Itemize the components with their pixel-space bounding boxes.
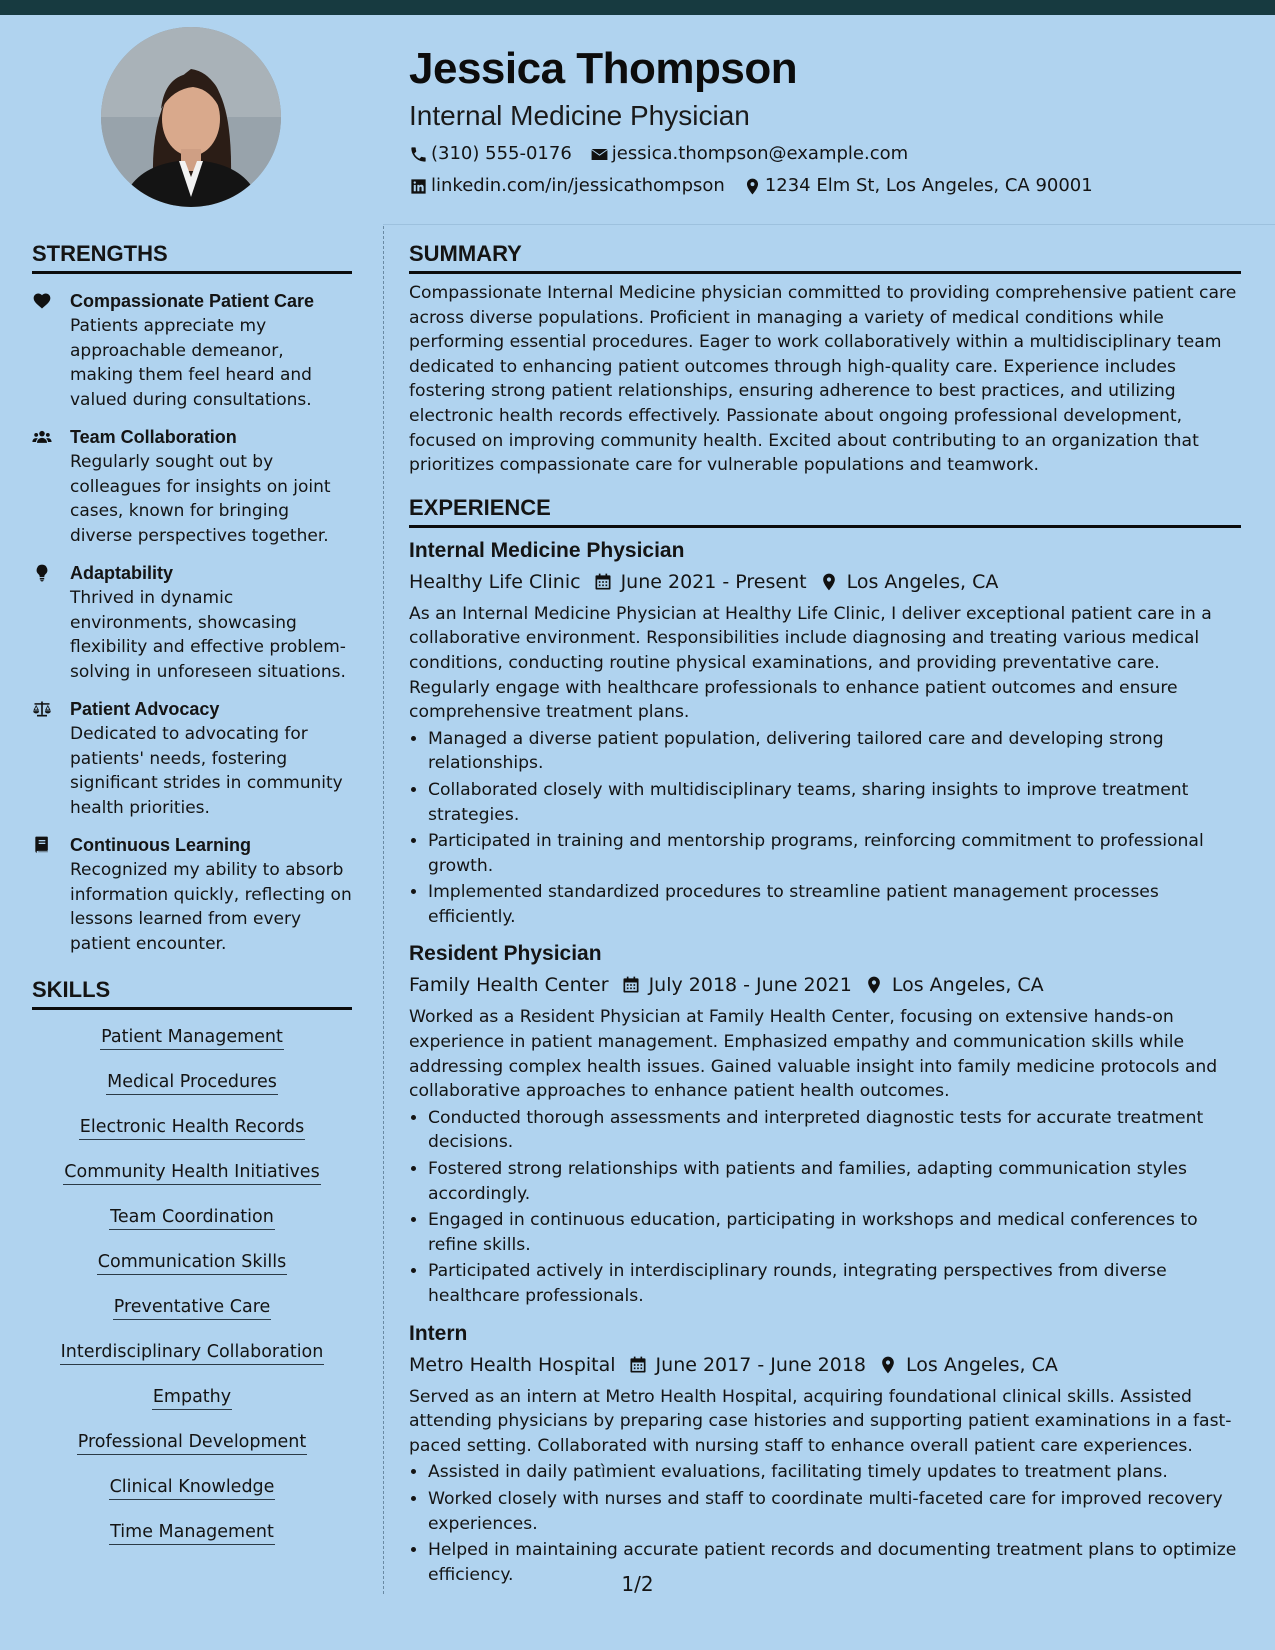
strength-item [32,288,352,412]
bullet-item: • Participated actively in interdisciplinary rounds, integrating perspectives from diverse healthcare professionals. [428,1259,1241,1308]
job-title: Resident Physician [409,942,602,966]
envelope-icon [590,145,609,164]
skill-item: Community Health Initiatives [32,1159,352,1185]
strength-title: Adaptability [70,563,174,583]
job-dates: July 2018 - June 2021 [621,969,852,1001]
strength-desc: Patients appreciate my approachable demeanor, making them feel heard and valued during consultations. [70,316,312,410]
bullet-item: • Implemented standardized procedures to streamline patient management processes efficiently. [428,880,1241,929]
job-description: Served as an intern at Metro Health Hospital, acquiring foundational clinical skills. Assisted attending physicians by preparing case histories and supporting patient examinations in a fast-paced setting. Collaborated with nursing staff to enhance overall patient care experiences. [409,1386,1232,1456]
job-description: Worked as a Resident Physician at Family Health Center, focusing on extensive hands-on experience in patient management. Emphasized empathy and communication skills while addressing complex health issues. Gained valuable insight into family medicine protocols and collaborative approaches to enhance patient health outcomes. [409,1007,1218,1102]
job-bullets [409,727,1241,930]
candidate-name: Jessica Thompson [409,44,798,93]
skills-heading: SKILLS [32,976,352,1010]
strength-title: Team Collaboration [70,427,237,447]
skill-item: Interdisciplinary Collaboration [32,1339,352,1365]
users-icon [32,427,52,447]
job-description: As an Internal Medicine Physician at Healthy Life Clinic, I deliver exceptional patient care in a collaborative environment. Responsibilities include diagnosing and treating various medical conditions, conducting routine physical examinations, and providing preventative care. Regularly engage with healthcare professionals to enhance patient outcomes and ensure comprehensive treatment plans. [409,603,1212,723]
job-title: Intern [409,1321,468,1345]
job-bullets [409,1106,1241,1309]
bullet-item: • Participated in training and mentorship programs, reinforcing commitment to professional growth. [428,829,1241,878]
strength-desc: Dedicated to advocating for patients' needs, fostering significant strides in community health priorities. [70,724,343,818]
skills-list [32,1024,352,1545]
left-column [32,240,352,1564]
calendar-icon [628,1355,648,1375]
bullet-item: • Worked closely with nurses and staff to coordinate multi-faceted care for improved recovery experiences. [428,1487,1241,1536]
job-meta [409,566,1241,598]
strength-item [32,424,352,548]
strength-desc: Regularly sought out by colleagues for insights on joint cases, known for bringing diverse perspectives together. [70,452,331,546]
linkedin-text: linkedin.com/in/jessicathompson [431,175,725,196]
experience-heading: EXPERIENCE [409,494,1241,528]
top-accent-bar [0,0,1275,15]
job-location: Los Angeles, CA [878,1349,1058,1381]
lightbulb-icon [32,563,52,583]
contact-phone[interactable] [409,138,572,170]
bullet-item: • Helped in maintaining accurate patient records and documenting treatment plans to optimize efficiency. [428,1538,1241,1587]
contact-address [743,170,1093,202]
job-entry [409,1319,1241,1588]
map-pin-icon [864,975,884,995]
contact-row-2 [409,170,1249,202]
bullet-item: • Conducted thorough assessments and interpreted diagnostic tests for accurate treatment decisions. [428,1106,1241,1155]
job-company: Family Health Center [409,974,609,997]
skill-item: Empathy [32,1384,352,1410]
skill-item: Time Management [32,1519,352,1545]
bullet-item: • Collaborated closely with multidisciplinary teams, sharing insights to improve treatment strategies. [428,778,1241,827]
column-divider [383,226,384,1594]
linkedin-icon [409,177,428,196]
strength-desc: Recognized my ability to absorb information quickly, reflecting on lessons learned from every patient encounter. [70,860,352,954]
job-title: Internal Medicine Physician [409,538,685,562]
job-entry [409,939,1241,1308]
strength-item [32,560,352,684]
map-pin-icon [819,572,839,592]
skill-item: Professional Development [32,1429,352,1455]
book-icon [32,835,52,855]
contact-email[interactable] [590,138,908,170]
resume-header [409,40,1249,202]
calendar-icon [593,572,613,592]
right-column [409,240,1241,1589]
job-company: Healthy Life Clinic [409,570,581,593]
strength-item [32,696,352,820]
skill-item: Medical Procedures [32,1069,352,1095]
job-entry [409,536,1241,930]
contact-row-1 [409,138,1249,170]
heart-icon [32,291,52,311]
summary-text: Compassionate Internal Medicine physician committed to providing comprehensive patient care across diverse populations. Proficient in managing a variety of medical conditions while performing essential procedures. Eager to work collaboratively within a multidisciplinary team dedicated to enhancing patient outcomes through high-quality care. Experience includes fostering strong patient relationships, ensuring adherence to best practices, and utilizing electronic health records effectively. Passionate about ongoing professional development, focused on improving community health. Excited about contributing to an organization that prioritizes compassionate care for vulnerable populations and teamwork. [409,283,1237,476]
address-text: 1234 Elm St, Los Angeles, CA 90001 [764,175,1093,196]
job-location: Los Angeles, CA [819,566,999,598]
summary-heading: SUMMARY [409,240,1241,274]
phone-text: (310) 555-0176 [431,143,572,164]
job-location: Los Angeles, CA [864,969,1044,1001]
scale-icon [32,699,52,719]
bullet-item: • Managed a diverse patient population, delivering tailored care and developing strong relationships. [428,727,1241,776]
strengths-heading: STRENGTHS [32,240,352,274]
candidate-title: Internal Medicine Physician [409,100,750,131]
bullet-item: • Fostered strong relationships with patients and families, adapting communication styles accordingly. [428,1157,1241,1206]
map-pin-icon [743,177,762,196]
skill-item: Preventative Care [32,1294,352,1320]
job-bullets [409,1460,1241,1587]
job-meta [409,969,1241,1001]
job-meta [409,1349,1241,1381]
skill-item: Communication Skills [32,1249,352,1275]
job-dates: June 2017 - June 2018 [628,1349,866,1381]
map-pin-icon [878,1355,898,1375]
contact-linkedin[interactable] [409,170,725,202]
skill-item: Team Coordination [32,1204,352,1230]
profile-photo [101,27,281,207]
header-divider [383,224,1275,225]
skill-item: Electronic Health Records [32,1114,352,1140]
strength-desc: Thrived in dynamic environments, showcasing flexibility and effective problem-solving in unforeseen situations. [70,588,346,682]
email-text: jessica.thompson@example.com [611,143,909,164]
phone-icon [409,145,428,164]
bullet-item: • Assisted in daily patìmient evaluations, facilitating timely updates to treatment plans. [428,1460,1241,1485]
page-indicator: 1/2 [621,1572,654,1596]
job-company: Metro Health Hospital [409,1353,616,1376]
strength-title: Continuous Learning [70,835,251,855]
skill-item: Patient Management [32,1024,352,1050]
skill-item: Clinical Knowledge [32,1474,352,1500]
bullet-item: • Engaged in continuous education, participating in workshops and medical conferences to refine skills. [428,1208,1241,1257]
strength-title: Patient Advocacy [70,699,220,719]
strength-title: Compassionate Patient Care [70,291,315,311]
strength-item [32,832,352,956]
job-dates: June 2021 - Present [593,566,807,598]
calendar-icon [621,975,641,995]
